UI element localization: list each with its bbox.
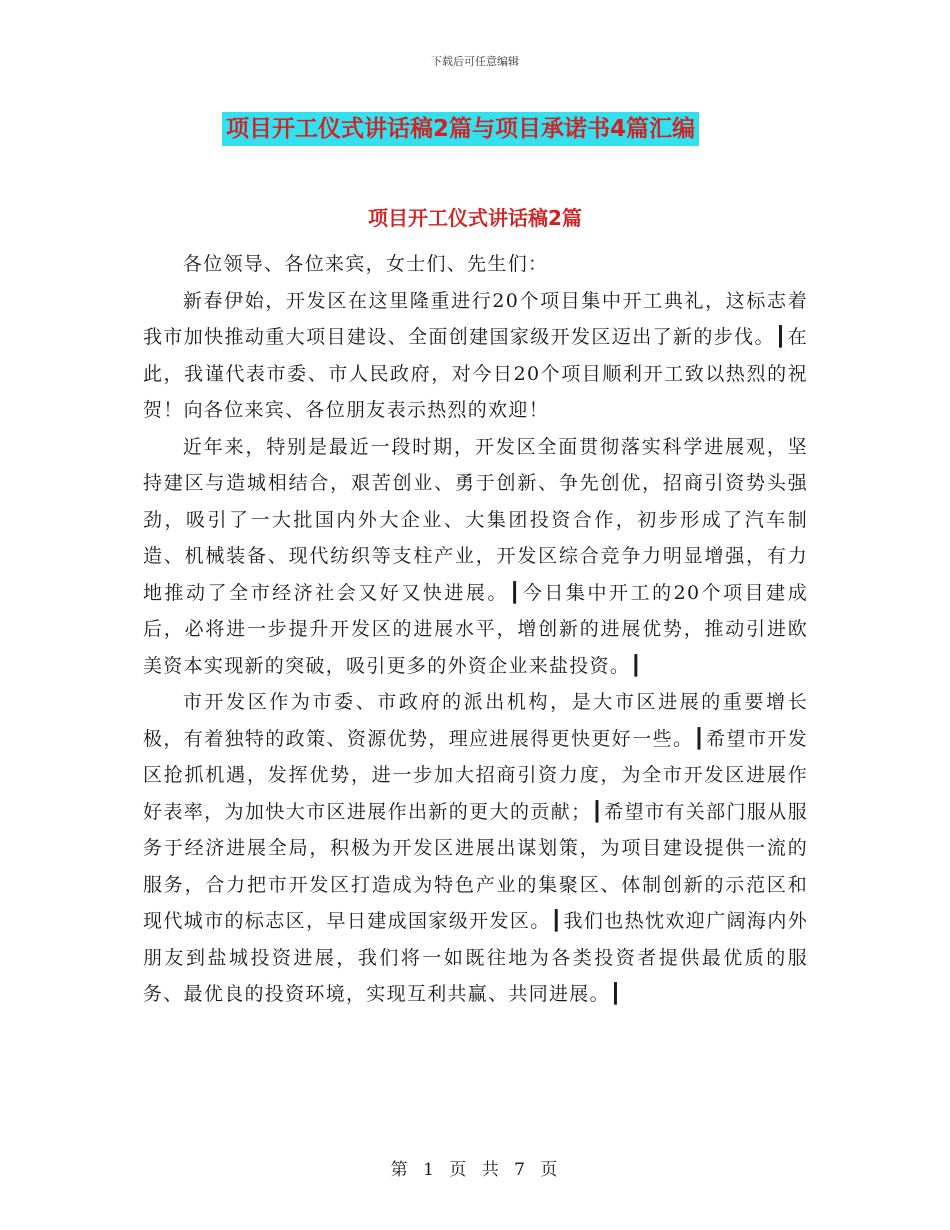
body-paragraph: 近年来，特别是最近一段时期，开发区全面贯彻落实科学进展观，坚持建区与造城相结合，艰苦创业、勇于创新、争先创优，招商引资势头强劲，吸引了一大批国内外大企业、大集团投资合作，初步形成了汽车制造、机械装备、现代纺织等支柱产业，开发区综合竞争力明显增强，有力地推动了全市经济社会又好又快进展。┃今日集中开工的20个项目建成后，必将进一步提升开发区的进展水平，增创新的进展优势，推动引进欧美资本实现新的突破，吸引更多的外资企业来盐投资。┃	[143, 435, 808, 677]
header-note: 下载后可任意编辑	[431, 55, 519, 68]
greeting-paragraph: 各位领导、各位来宾，女士们、先生们：	[182, 253, 549, 275]
page-number: 第 1 页 共 7 页	[390, 1160, 560, 1180]
document-body	[143, 246, 808, 1013]
section-title: 项目开工仪式讲话稿2篇	[368, 206, 582, 230]
body-paragraph: 市开发区作为市委、市政府的派出机构，是大市区进展的重要增长极，有着独特的政策、资源优势，理应进展得更快更好一些。┃希望市开发区抢抓机遇，发挥优势，进一步加大招商引资力度，为全市开发区进展作好表率，为加快大市区进展作出新的更大的贡献；┃希望市有关部门服从服务于经济进展全局，积极为开发区进展出谋划策，为项目建设提供一流的服务，合力把市开发区打造成为特色产业的集聚区、体制创新的示范区和现代城市的标志区，早日建成国家级开发区。┃我们也热忱欢迎广阔海内外朋友到盐城投资进展，我们将一如既往地为各类投资者提供最优质的服务、最优良的投资环境，实现互利共赢、共同进展。┃	[143, 691, 808, 1005]
document-title: 项目开工仪式讲话稿2篇与项目承诺书4篇汇编	[222, 112, 699, 146]
body-paragraph: 新春伊始，开发区在这里隆重进行20个项目集中开工典礼，这标志着我市加快推动重大项目建设、全面创建国家级开发区迈出了新的步伐。┃在此，我谨代表市委、市人民政府，对今日20个项目顺利开工致以热烈的祝贺！向各位来宾、各位朋友表示热烈的欢迎！	[143, 289, 808, 421]
